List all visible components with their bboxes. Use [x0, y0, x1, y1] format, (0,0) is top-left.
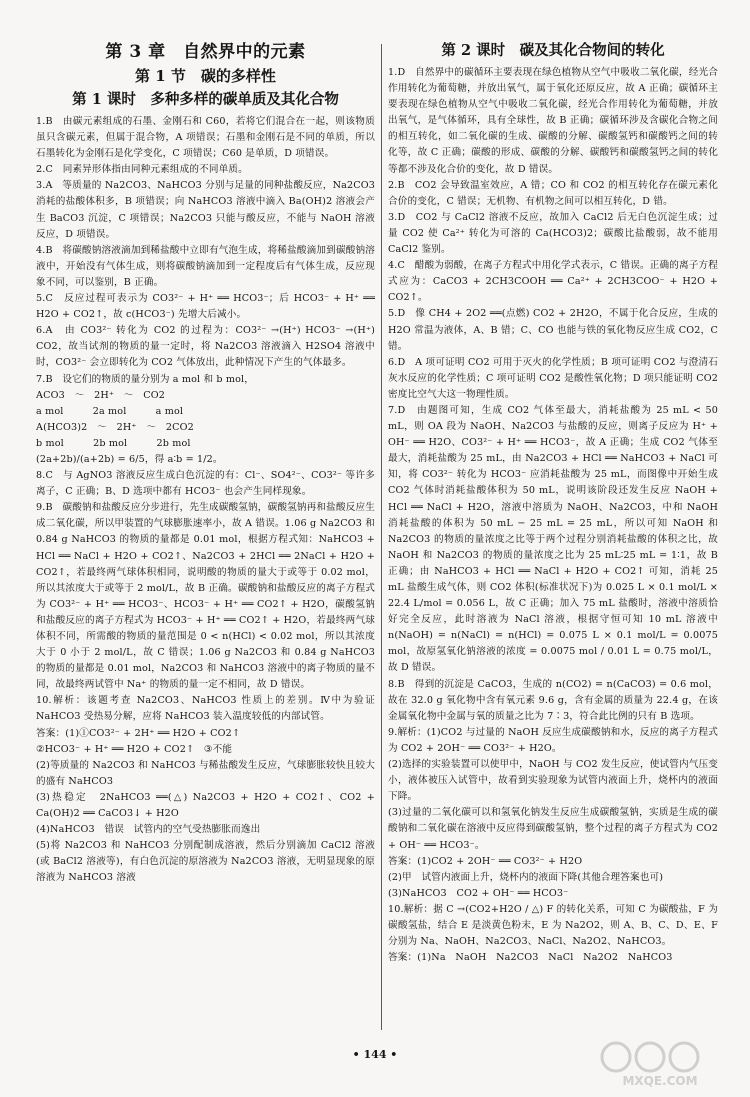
answer-item: 10.解析：该题考查 Na2CO3、NaHCO3 性质上的差别。Ⅳ中为验证 NaHCO3 受热易分解，应将 NaHCO3 装入温度较低的内部试管。 答案：(1)①CO3²⁻ + 2H⁺ ══ H2O + CO2↑ ②HCO3⁻ + H⁺ ══ H2O + CO2↑ ③不能 (2)等质量的 Na2CO3 和 NaHCO3 与稀盐酸发生反应，气球膨胀较快且较大的盛有 NaHCO3 (3)热稳定 2NaHCO3 ══(△) Na2CO3 + H2O + CO2↑、CO2 + Ca(OH)2 ══ CaCO3↓ + H2O (4)NaHCO3 错误 试管内的空气受热膨胀而逸出 (5)将 Na2CO3 和 NaHCO3 分别配制成溶液，然后分别滴加 CaCl2 溶液(或 BaCl2 溶液等)，有白色沉淀的原溶液为 Na2CO3 溶液，无明显现象的原溶液为 NaHCO3 溶液 [36, 695, 375, 884]
answer-item: 8.C 与 AgNO3 溶液反应生成白色沉淀的有：Cl⁻、SO4²⁻、CO3²⁻ 等许多离子，C 正确；B、D 选项中都有 HCO3⁻ 也会产生同样现象。 [36, 470, 375, 498]
watermark-text: MXQE.COM [622, 1074, 698, 1088]
answer-item: 4.B 将碳酸钠溶液滴加到稀盐酸中立即有气泡生成，将稀盐酸滴加到碳酸钠溶液中，开始没有气体生成，则将碳酸钠滴加到一定程度后有气体生成，反应现象不同，可以鉴别，B 正确。 [36, 244, 375, 288]
column-divider [381, 44, 382, 1030]
answer-item: 3.D CO2 与 CaCl2 溶液不反应，故加入 CaCl2 后无白色沉淀生成；过量 CO2 使 Ca²⁺ 转化为可溶的 Ca(HCO3)2；碳酸比盐酸弱，故不能用 CaCl2 鉴别。 [388, 211, 722, 256]
answer-item: 6.A 由 CO3²⁻ 转化为 CO2 的过程为：CO3²⁻ →(H⁺) HCO3⁻ →(H⁺) CO2，故当试剂的物质的量一定时，将 Na2CO3 溶液滴入 H2SO4 溶液中时，CO3²⁻ 会立即转化为 CO2 气体放出，此种情况下产生的气体最多。 [36, 325, 379, 369]
answer-item: 7.D 由题图可知，生成 CO2 气体至最大，消耗盐酸为 25 mL < 50 mL，则 OA 段为 NaOH、Na2CO3 与盐酸的反应，则离子反应为 H⁺ + OH⁻ ══ H2O、CO3²⁻ + H⁺ ══ HCO3⁻，故 A 正确；生成 CO2 气体至最大，消耗盐酸为 25 mL，由 Na2CO3 + HCl ══ NaHCO3 + NaCl 可知，将 CO3²⁻ 转化为 HCO3⁻ 应消耗盐酸为 25 mL，而图像中开始生成 CO2 气体时消耗盐酸体积为 50 mL，说明该阶段还发生反应 NaOH + HCl ══ NaCl + H2O，溶液中溶质为 NaOH、Na2CO3，中和 NaOH 消耗盐酸的体积为 50 mL − 25 mL = 25 mL，所以可知 NaOH 和 Na2CO3 的物质的量浓度之比等于两个过程分别消耗盐酸的体积之比，故 NaOH 和 Na2CO3 的物质的量浓度之比为 25 mL∶25 mL = 1∶1，故 B 正确；由 NaHCO3 + HCl ══ NaCl + H2O + CO2↑ 可知，消耗 25 mL 盐酸生成气体，则 CO2 体积(标准状况下)为 0.025 L × 0.1 mol/L × 22.4 L/mol = 0.056 L，故 C 正确；加入 75 mL 盐酸时，溶液中溶质恰好完全反应，此时溶液为 NaCl 溶液，根据守恒可知 10 mL 溶液中 n(NaOH) = n(NaCl) = n(HCl) = 0.075 L × 0.1 mol/L = 0.0075 mol，故原氢氧化钠溶液的浓度 = 0.0075 mol / 0.01 L = 0.75 mol/L，故 D 错误。 [388, 404, 722, 674]
answer-item: 5.C 反应过程可表示为 CO3²⁻ + H⁺ ══ HCO3⁻；后 HCO3⁻ + H⁺ ══ H2O + CO2↑，故 c(HCO3⁻) 先增大后减小。 [36, 293, 379, 321]
answer-item: 3.A 等质量的 Na2CO3、NaHCO3 分别与足量的同种盐酸反应，Na2CO3 消耗的盐酸体积多，B 项错误；向 NaHCO3 溶液中滴入 Ba(OH)2 溶液会产生 BaCO3 沉淀，C 项错误；Na2CO3 只能与酸反应，不能与 NaOH 溶液反应，D 项错误。 [36, 180, 379, 240]
answer-item: 1.B 由碳元素组成的石墨、金刚石和 C60，若将它们混合在一起，则该物质虽只含碳元素，但属于混合物，A 项错误；石墨和金刚石是不同的单质，所以石墨转化为金刚石是化学变化，C 项错误；C60 是单质，D 项错误。 [36, 116, 375, 160]
right-column [388, 40, 722, 1035]
answer-item: 6.D A 项可证明 CO2 可用于灭火的化学性质；B 项可证明 CO2 与澄清石灰水反应的化学性质；C 项可证明 CO2 是酸性氧化物；D 项只能证明 CO2 密度比空气大这一物理性质。 [388, 356, 722, 400]
answer-item: 9.解析：(1)CO2 与过量的 NaOH 反应生成碳酸钠和水，反应的离子方程式为 CO2 + 2OH⁻ ══ CO3²⁻ + H2O。 (2)选择的实验装置可以使甲中，NaOH 与 CO2 发生反应，使试管内气压变小，液体被压入试管中，故看到实验现象为试管内液面上升，烧杯内的液面下降。 (3)过量的二氧化碳可以和氢氧化钠发生反应生成碳酸氢钠，实质是生成的碳酸钠和二氧化碳在溶液中反应得到碳酸氢钠，整个过程的离子方程式为 CO2 + OH⁻ ══ HCO3⁻。 答案：(1)CO2 + 2OH⁻ ══ CO3²⁻ + H2O (2)甲 试管内液面上升，烧杯内的液面下降(其他合理答案也可) (3)NaHCO3 CO2 + OH⁻ ══ HCO3⁻ [388, 726, 718, 899]
answer-item: 9.B 碳酸钠和盐酸反应分步进行，先生成碳酸氢钠，碳酸氢钠再和盐酸反应生成二氧化碳，所以甲装置的气球膨胀速率小，故 A 错误。1.06 g Na2CO3 和 0.84 g NaHCO3 的物质的量都是 0.01 mol，根据方程式知：NaHCO3 + HCl ══ NaCl + H2O + CO2↑、Na2CO3 + 2HCl ══ 2NaCl + H2O + CO2↑，若最终两气球体积相同，说明酸的物质的量大于或等于 0.02 mol，所以其浓度大于或等于 2 mol/L，故 B 正确。碳酸钠和盐酸反应的离子方程式为 CO3²⁻ + H⁺ ══ HCO3⁻、HCO3⁻ + H⁺ ══ CO2↑ + H2O，碳酸氢钠和盐酸反应的离子方程式为 HCO3⁻ + H⁺ ══ CO2↑ + H2O，若最终两气球体积不同，所需酸的物质的量范围是 0 < n(HCl) < 0.02 mol，所以其浓度大于 0 小于 2 mol/L，故 C 错误；1.06 g Na2CO3 和 0.84 g NaHCO3 的物质的量都是 0.01 mol，Na2CO3 和 NaHCO3 溶液中的离子物质的量不同，故最终两试管中 Na⁺ 的物质的量一定不相同，故 D 错误。 [36, 502, 379, 691]
section-title: 第 1 节 碳的多样性 [135, 67, 276, 85]
answer-item: 1.D 自然界中的碳循环主要表现在绿色植物从空气中吸收二氧化碳，经光合作用转化为葡萄糖，并放出氧气，属于氧化还原反应，故 A 正确；碳循环主要表现在绿色植物从空气中吸收二氧化碳，经光合作用转化为葡萄糖，并放出氧气，是气体循环，具有全球性，故 B 正确；碳循环涉及含碳化合物之间的相互转化，如二氧化碳的生成、碳酸的分解、碳酸氢钙和碳酸钙之间的转化等，故 C 正确；碳酸的形成、碳酸的分解、碳酸钙和碳酸氢钙之间的转化等都不涉及化合价的变化，故 D 错误。 [388, 67, 718, 175]
watermark-logo [590, 1035, 730, 1089]
lesson-title-1: 第 1 课时 多种多样的碳单质及其化合物 [72, 91, 339, 108]
answer-item: 10.解析：据 C →(CO2+H2O / △) F 的转化关系，可知 C 为碳酸盐，F 为碳酸氢盐，结合 E 是淡黄色粉末，E 为 Na2O2，则 A、B、C、D、E、F 分别为 Na、NaOH、Na2CO3、NaCl、Na2O2、NaHCO3。 答案：(1)Na NaOH Na2CO3 NaCl Na2O2 NaHCO3 [388, 903, 718, 964]
answer-item: 8.B 得到的沉淀是 CaCO3，生成的 n(CO2) = n(CaCO3) = 0.6 mol，故在 32.0 g 氧化物中含有氧元素 9.6 g，含有金属的质量为 22.4 g，在该金属氧化物中金属与氧的质量之比为 7∶3，符合此比例的只有 B 选项。 [388, 678, 718, 722]
answer-item: 4.C 醋酸为弱酸，在离子方程式中用化学式表示，C 错误。正确的离子方程式应为：CaCO3 + 2CH3COOH ══ Ca²⁺ + 2CH3COO⁻ + H2O + CO2↑。 [388, 260, 722, 304]
answer-item: 7.B 设它们的物质的量分别为 a mol 和 b mol， ACO3 ～ 2H⁺ ～ CO2 a mol 2a mol a mol A(HCO3)2 ～ 2H⁺ ～ 2CO2 b mol 2b mol 2b mol (2a+2b)/(a+2b) = 6/5，得 a∶b = 1/2。 [36, 373, 255, 465]
lesson-title-2: 第 2 课时 碳及其化合物间的转化 [441, 42, 665, 59]
chapter-title: 第 3 章 自然界中的元素 [105, 42, 306, 62]
page-number: • 144 • [352, 1048, 398, 1061]
answer-item: 2.C 同素异形体指由同种元素组成的不同单质。 [36, 164, 248, 176]
left-column [36, 40, 379, 1035]
answer-item: 5.D 像 CH4 + 2O2 ══(点燃) CO2 + 2H2O，不属于化合反应，生成的 H2O 常温为液体，A、B 错；C、CO 也能与铁的氧化物反应生成 CO2，C 错。 [388, 308, 722, 352]
answer-item: 2.B CO2 会导致温室效应，A 错；CO 和 CO2 的相互转化存在碳元素化合价的变化，C 错误；无机物、有机物之间可以相互转化，D 错。 [388, 179, 718, 207]
